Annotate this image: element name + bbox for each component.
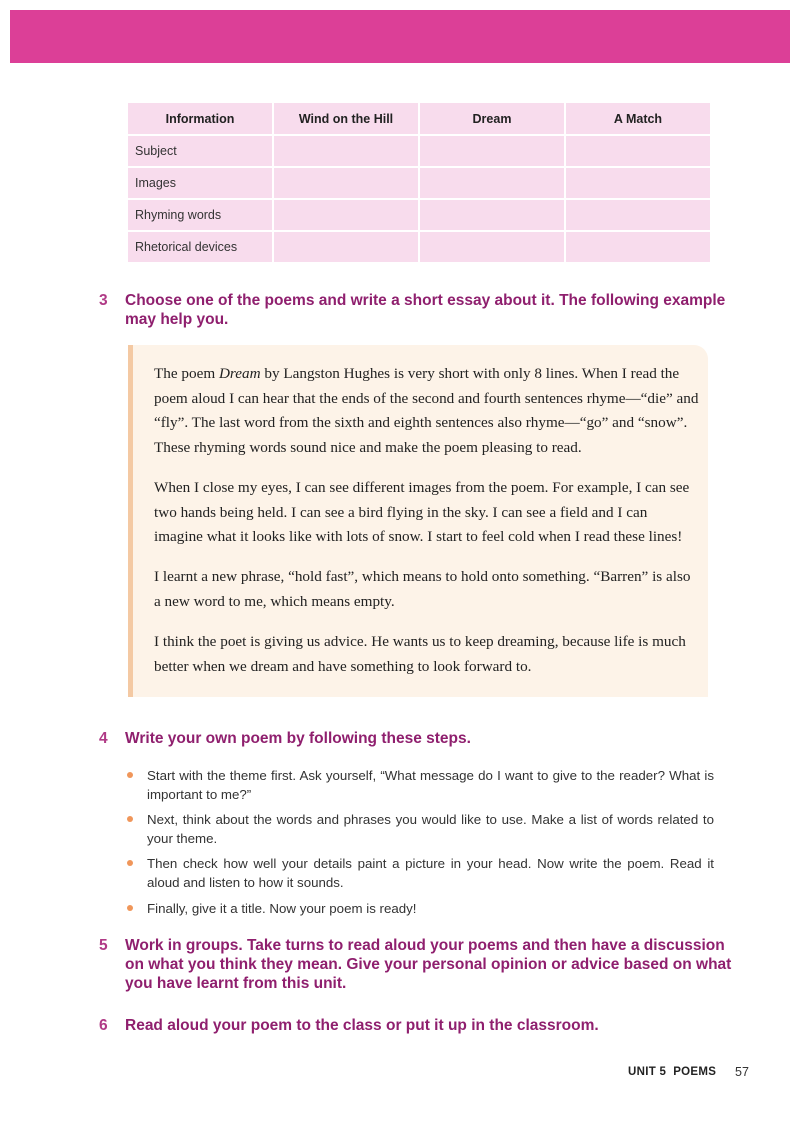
page-number: 57 bbox=[735, 1065, 749, 1079]
row-label: Images bbox=[127, 167, 273, 199]
task-instruction-line: Work in groups. Take turns to read aloud your poems and then have a discussion bbox=[125, 937, 725, 954]
essay-paragraph: I think the poet is giving us advice. He wants us to keep dreaming, because life is much better when we dream and have something to look forward to. bbox=[154, 633, 686, 675]
task-4 bbox=[99, 729, 719, 749]
table-cell[interactable] bbox=[273, 135, 419, 167]
bullet-icon bbox=[127, 860, 133, 866]
unit-label: UNIT 5 POEMS bbox=[628, 1066, 717, 1078]
table-header: Information bbox=[127, 102, 273, 135]
bullet-icon bbox=[127, 816, 133, 822]
table-row bbox=[127, 167, 711, 199]
row-label: Rhyming words bbox=[127, 199, 273, 231]
task-instruction-line: may help you. bbox=[125, 311, 229, 328]
essay-paragraph: When I close my eyes, I can see different images from the poem. For example, I can see two hands being held. I can see a bird flying in the sky. I can see a field and I can imagine what it looks like with lots of snow. I start to feel cold when I read these lines! bbox=[154, 479, 690, 546]
task-6 bbox=[99, 1016, 719, 1036]
table-header: Wind on the Hill bbox=[273, 102, 419, 135]
table-header-row bbox=[127, 102, 711, 135]
table-cell[interactable] bbox=[273, 167, 419, 199]
row-label: Rhetorical devices bbox=[127, 231, 273, 263]
table-row bbox=[127, 199, 711, 231]
table-cell[interactable] bbox=[419, 135, 565, 167]
table-cell[interactable] bbox=[419, 167, 565, 199]
table-cell[interactable] bbox=[565, 199, 711, 231]
information-table bbox=[126, 101, 712, 264]
poem-title: Dream bbox=[218, 365, 261, 382]
table-cell[interactable] bbox=[565, 167, 711, 199]
task-3 bbox=[99, 291, 726, 331]
task-instruction: Write your own poem by following these steps. bbox=[125, 730, 471, 747]
table-cell[interactable] bbox=[419, 199, 565, 231]
essay-paragraph: I learnt a new phrase, “hold fast”, which means to hold onto something. “Barren” is also a new word to me, which means empty. bbox=[154, 568, 691, 610]
table-cell[interactable] bbox=[273, 199, 419, 231]
header-bar bbox=[10, 10, 790, 63]
table-header: A Match bbox=[565, 102, 711, 135]
task-number: 3 bbox=[99, 292, 108, 309]
task-number: 5 bbox=[99, 937, 108, 954]
table-row bbox=[127, 135, 711, 167]
task-5 bbox=[99, 936, 739, 994]
task-instruction-line: on what you think they mean. Give your personal opinion or advice based on what bbox=[125, 956, 732, 973]
example-essay bbox=[128, 345, 708, 697]
task-instruction-line: you have learnt from this unit. bbox=[125, 975, 347, 992]
task-number: 4 bbox=[99, 730, 108, 747]
essay-paragraph: The poem Dream by Langston Hughes is very short with only 8 lines. When I read the poem aloud I can hear that the ends of the second and fourth sentences rhyme—“die” and “fly”. The last word from the sixth and eighth sentences also rhyme—“go” and “snow”. These rhyming words sound nice and make the poem pleasing to read. bbox=[154, 365, 699, 457]
table-cell[interactable] bbox=[419, 231, 565, 263]
bullet-icon bbox=[127, 772, 133, 778]
task-instruction-line: Choose one of the poems and write a short essay about it. The following example bbox=[125, 292, 726, 309]
task-instruction: Read aloud your poem to the class or put it up in the classroom. bbox=[125, 1017, 599, 1034]
bullet-icon bbox=[127, 905, 133, 911]
table-cell[interactable] bbox=[565, 231, 711, 263]
list-item: Next, think about the words and phrases you would like to use. Make a list of words related to your theme. bbox=[126, 810, 714, 848]
list-item: Finally, give it a title. Now your poem is ready! bbox=[126, 899, 714, 918]
table-cell[interactable] bbox=[273, 231, 419, 263]
task-number: 6 bbox=[99, 1017, 108, 1034]
table-header: Dream bbox=[419, 102, 565, 135]
list-item: Start with the theme first. Ask yourself, “What message do I want to give to the reader? What is important to me?” bbox=[126, 766, 714, 804]
row-label: Subject bbox=[127, 135, 273, 167]
table-row bbox=[127, 231, 711, 263]
list-item: Then check how well your details paint a picture in your head. Now write the poem. Read it aloud and listen to how it sounds. bbox=[126, 854, 714, 892]
table-cell[interactable] bbox=[565, 135, 711, 167]
